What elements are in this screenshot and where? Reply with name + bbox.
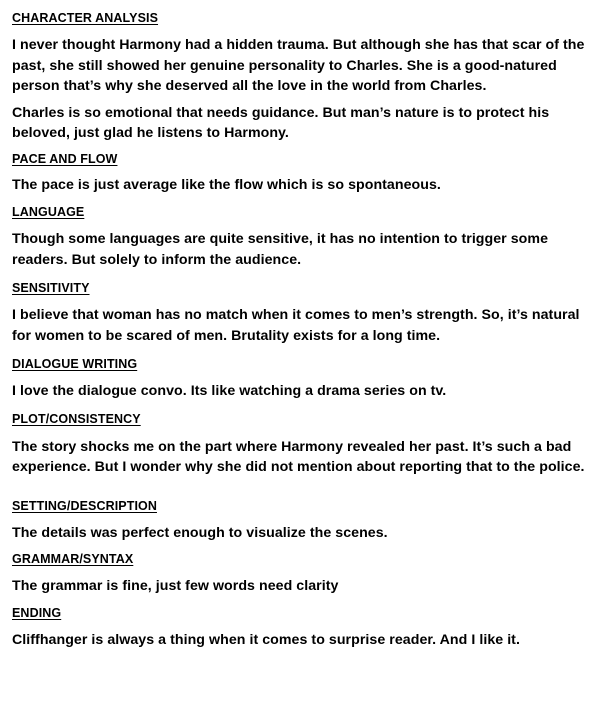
section-heading-setting-description: SETTING/DESCRIPTION	[12, 498, 157, 513]
dialogue-writing-paragraph: I love the dialogue convo. Its like watching a drama series on tv.	[12, 383, 447, 399]
setting-description-paragraph: The details was perfect enough to visualize the scenes.	[12, 524, 388, 541]
section-heading-ending: ENDING	[12, 605, 62, 620]
character-analysis-paragraph-2: Charles is so emotional that needs guidance. But man’s nature is to protect his beloved, just glad he listens to Harmony.	[12, 104, 550, 141]
section-heading-plot-consistency: PLOT/CONSISTENCY	[12, 411, 141, 426]
review-document	[12, 10, 594, 650]
section-heading-pace-and-flow: PACE AND FLOW	[12, 151, 118, 166]
section-heading-language: LANGUAGE	[12, 205, 85, 219]
section-heading-dialogue-writing: DIALOGUE WRITING	[12, 357, 138, 371]
plot-consistency-paragraph: The story shocks me on the part where Harmony revealed her past. It’s such a bad experience. But I wonder why she did not mention about reporting that to the police.	[12, 438, 585, 475]
pace-and-flow-paragraph: The pace is just average like the flow which is so spontaneous.	[12, 176, 441, 193]
language-paragraph: Though some languages are quite sensitive, it has no intention to trigger some readers. But solely to inform the audience.	[12, 231, 549, 268]
ending-paragraph: Cliffhanger is always a thing when it comes to surprise reader. And I like it.	[12, 631, 520, 648]
section-heading-sensitivity: SENSITIVITY	[12, 281, 90, 295]
character-analysis-paragraph-1: I never thought Harmony had a hidden trauma. But although she has that scar of the past, she still showed her genuine personality to Charles. She is a good-natured person that’s why she deserved all the love in the world from Charles.	[12, 37, 585, 94]
section-heading-character-analysis: CHARACTER ANALYSIS	[12, 11, 159, 25]
sensitivity-paragraph: I believe that woman has no match when it comes to men’s strength. So, it’s natural for women to be scared of men. Brutality exists for a long time.	[12, 307, 580, 344]
grammar-syntax-paragraph: The grammar is fine, just few words need clarity	[12, 578, 339, 594]
section-heading-grammar-syntax: GRAMMAR/SYNTAX	[12, 552, 134, 566]
